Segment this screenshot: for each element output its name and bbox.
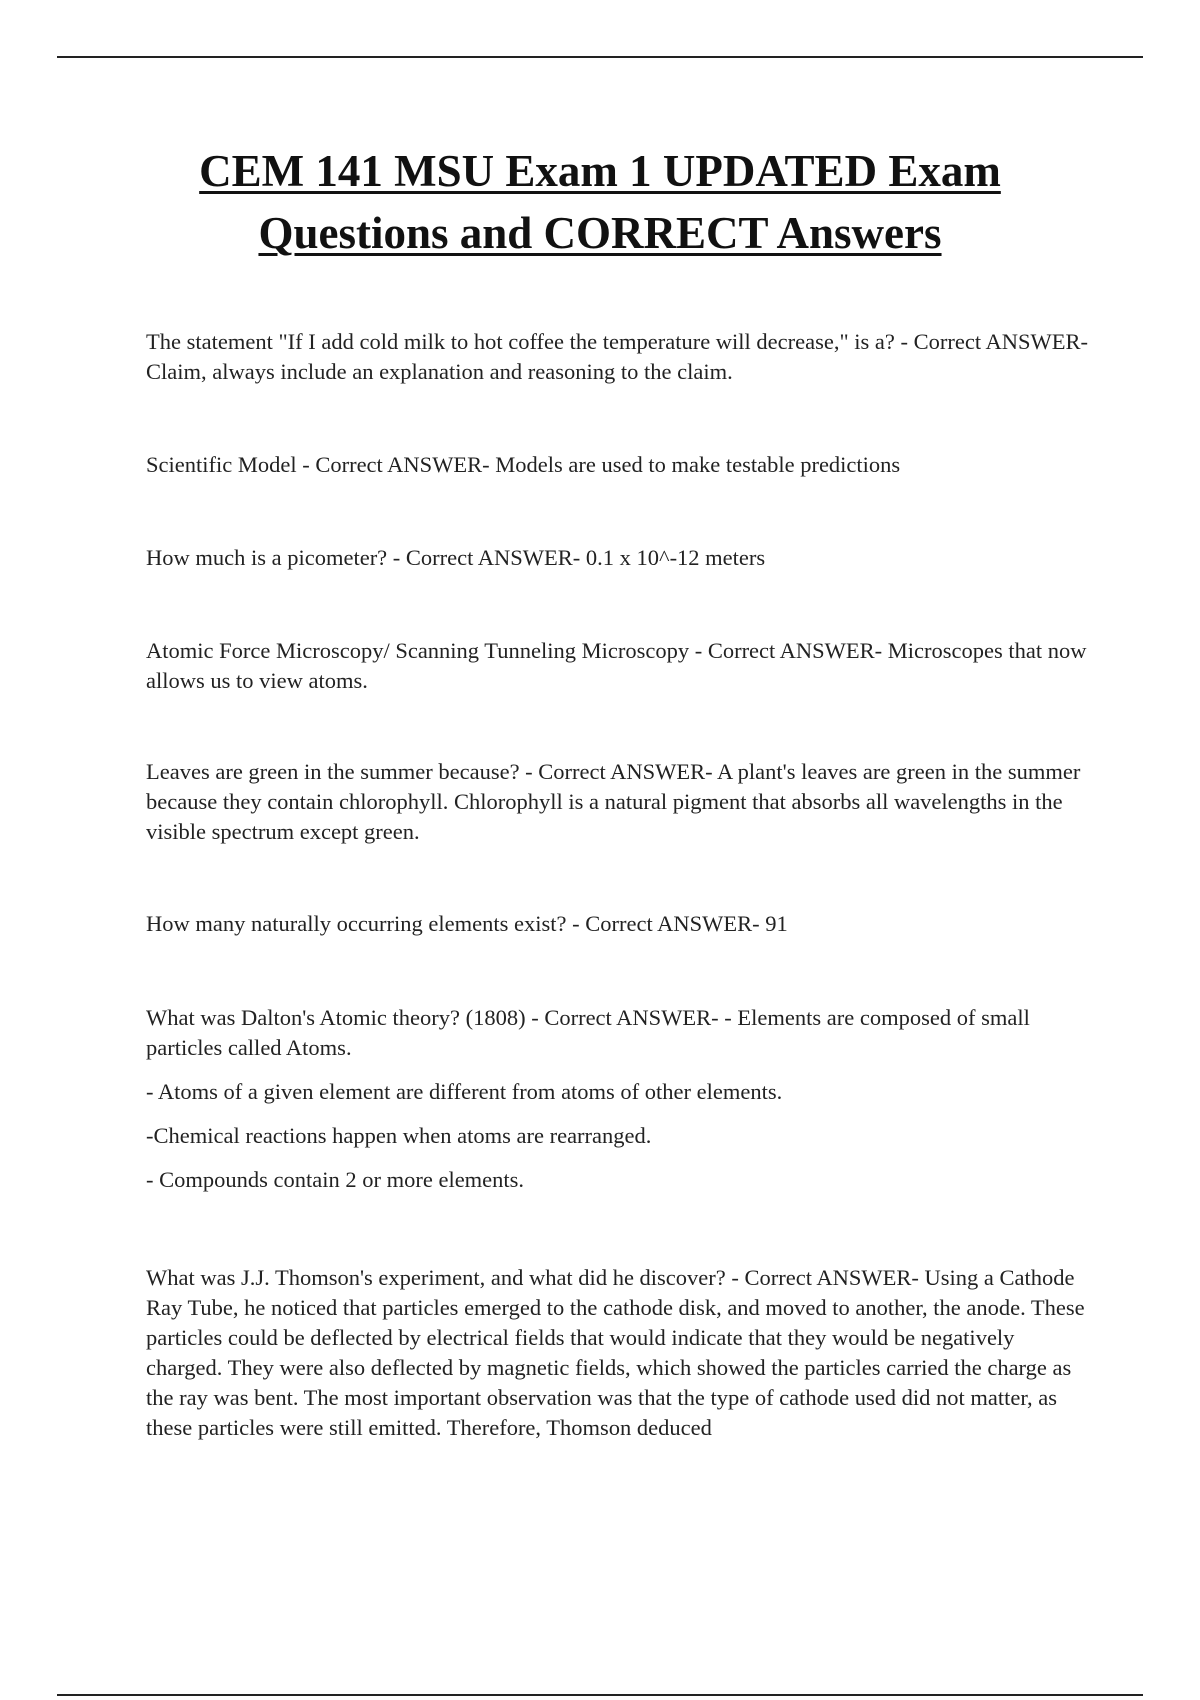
qa-microscopy <box>146 636 1096 696</box>
bottom-rule <box>57 1694 1143 1696</box>
qa-claim <box>146 327 1096 387</box>
qa-text: Atomic Force Microscopy/ Scanning Tunneling Microscopy - Correct ANSWER- Microscopes that now allows us to view atoms. <box>146 638 1087 693</box>
qa-text: How much is a picometer? - Correct ANSWER- 0.1 x 10^-12 meters <box>146 545 766 570</box>
top-rule <box>57 56 1143 58</box>
qa-text: What was J.J. Thomson's experiment, and what did he discover? - Correct ANSWER- Using a Cathode Ray Tube, he noticed that particles emerged to the cathode disk, and moved to another, the anode. These particles could be deflected by electrical fields that would indicate that they would be negatively charged. They were also deflected by magnetic fields, which showed the particles carried the charge as the ray was bent. The most important observation was that the type of cathode used did not matter, as these particles were still emitted. Therefore, Thomson deduced <box>146 1265 1085 1440</box>
qa-thomson <box>146 1263 1096 1443</box>
qa-elements <box>146 909 1096 939</box>
dalton-bullet: -Chemical reactions happen when atoms are rearranged. <box>146 1123 652 1148</box>
qa-text: How many naturally occurring elements exist? - Correct ANSWER- 91 <box>146 911 788 936</box>
dalton-bullet: - Compounds contain 2 or more elements. <box>146 1167 525 1192</box>
qa-leaves <box>146 757 1096 847</box>
qa-text: Leaves are green in the summer because? - Correct ANSWER- A plant's leaves are green in the summer because they contain chlorophyll. Chlorophyll is a natural pigment that absorbs all wavelengths in the visible spectrum except green. <box>146 759 1081 844</box>
dalton-bullet: - Atoms of a given element are different from atoms of other elements. <box>146 1079 783 1104</box>
qa-text: What was Dalton's Atomic theory? (1808) - Correct ANSWER- - Elements are composed of small particles called Atoms. <box>146 1005 1030 1060</box>
qa-scientific-model <box>146 450 1096 480</box>
qa-text: Scientific Model - Correct ANSWER- Models are used to make testable predictions <box>146 452 901 477</box>
qa-text: The statement "If I add cold milk to hot coffee the temperature will decrease," is a? - Correct ANSWER- Claim, always include an explanation and reasoning to the claim. <box>146 329 1088 384</box>
qa-dalton <box>146 1003 1096 1195</box>
document-title: CEM 141 MSU Exam 1 UPDATED Exam Questions and CORRECT Answers <box>199 146 1001 258</box>
qa-picometer <box>146 543 1096 573</box>
